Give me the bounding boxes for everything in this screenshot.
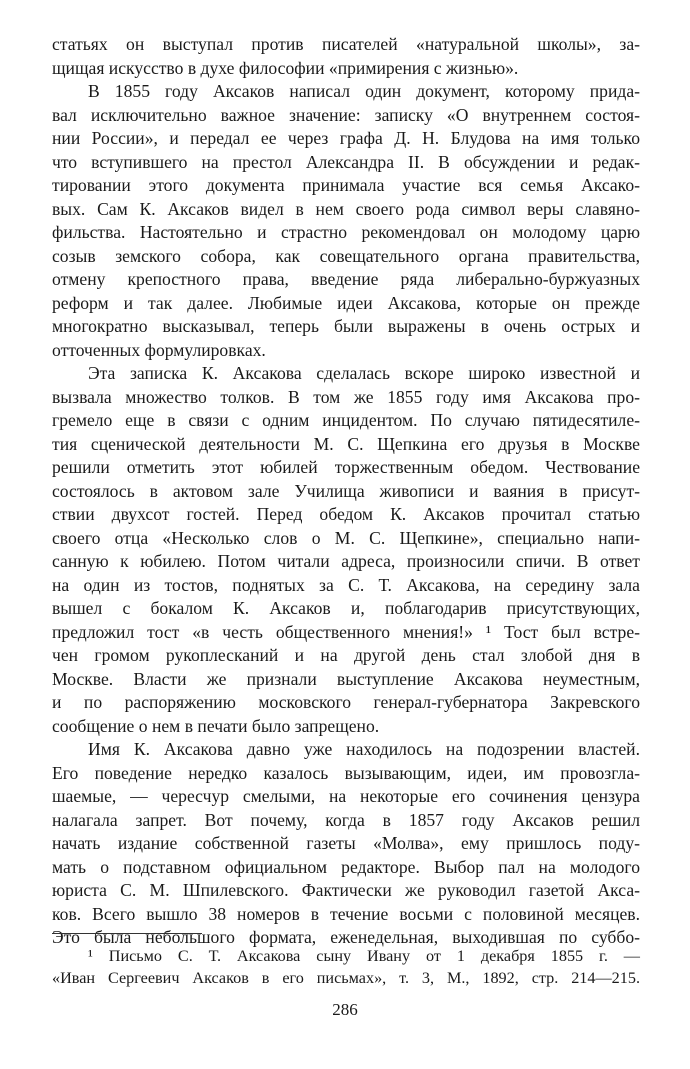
text-line: шаемые, — чересчур смелыми, на некоторые его сочинения цензура (52, 786, 640, 806)
text-line: Это была небольшого формата, еженедельная, выходившая по суббо- (52, 927, 640, 947)
text-line: что вступившего на престол Александра II. В обсуждении и редак- (52, 151, 640, 172)
text-line: ствии двухсот гостей. Перед обедом К. Аксаков прочитал статью (52, 504, 640, 524)
text-line: вышел с бокалом К. Аксаков и, поблагодарив присутствующих, (52, 598, 640, 618)
text-line: гремело еще в связи с одним инцидентом. По случаю пятидесятиле- (52, 410, 640, 430)
text-line: Его поведение нередко казалось вызывающим, идеи, им провозгла- (52, 762, 640, 783)
text-line: многократно высказывал, теперь были выражены в очень острых и (52, 316, 640, 336)
text-line: своего отца «Несколько слов о М. С. Щепкине», специально напи- (52, 527, 640, 548)
text-line: фильства. Настоятельно и страстно рекомендовал он молодому царю (52, 222, 640, 242)
text-line: чен громом рукоплесканий и на другой день стал злобой дня в (52, 645, 640, 665)
body-text (52, 33, 640, 950)
text-line: статьях он выступал против писателей «натуральной школы», за- (52, 34, 640, 54)
text-line: и по распоряжению московского генерал-губернатора Закревского (52, 692, 640, 712)
text-line: Москве. Власти же признали выступление Аксакова неуместным, (52, 668, 640, 689)
footnote-divider (52, 933, 202, 934)
text-line: на один из тостов, поднятых за С. Т. Аксакова, на середину зала (52, 574, 640, 595)
text-line: Эта записка К. Аксакова сделалась вскоре широко известной и (88, 363, 640, 383)
text-line: нии России», и передал ее через графа Д. Н. Блудова на имя только (52, 128, 640, 148)
text-line: налагала запрет. Вот почему, когда в 1857 году Аксаков решил (52, 809, 640, 830)
page-number: 286 (332, 1000, 358, 1019)
text-line: тировании этого документа принимала участие вся семья Аксако- (52, 175, 640, 195)
text-line: юриста С. М. Шпилевского. Фактически же руководил газетой Акса- (52, 880, 640, 900)
text-line: вал исключительно важное значение: записку «О внутреннем состоя- (52, 104, 640, 125)
text-line: В 1855 году Аксаков написал один документ, которому прида- (88, 81, 640, 101)
text-line: сообщение о нем в печати было запрещено. (52, 715, 380, 736)
text-line: тия сценической деятельности М. С. Щепкина его друзья в Москве (52, 433, 640, 454)
text-line: решили отметить этот юбилей торжественным обедом. Чествование (52, 457, 640, 477)
text-line: Имя К. Аксакова давно уже находилось на подозрении властей. (88, 739, 640, 759)
text-line: санную к юбилею. Потом читали адреса, произносили спичи. В ответ (52, 551, 640, 571)
text-line: мать о подставном официальном редакторе. Выбор пал на молодого (52, 856, 640, 877)
text-line: ков. Всего вышло 38 номеров в течение восьми с половиной месяцев. (52, 903, 640, 924)
text-line: реформ и так далее. Любимые идеи Аксакова, которые он прежде (52, 292, 640, 313)
text-line: щищая искусство в духе философии «примирения с жизнью». (52, 57, 519, 78)
text-line: созыв земского собора, как совещательного органа правительства, (52, 245, 640, 266)
footnote-line: ¹ Письмо С. Т. Аксакова сыну Ивану от 1 декабря 1855 г. — (88, 947, 640, 965)
footnote (52, 946, 640, 989)
text-line: отмену крепостного права, введение ряда либерально-буржуазных (52, 269, 640, 289)
text-line: начать издание собственной газеты «Молва», ему пришлось поду- (52, 833, 640, 853)
text-line: состоялось в актовом зале Училища живописи и ваяния в присут- (52, 480, 640, 501)
text-line: отточенных формулировках. (52, 339, 266, 360)
text-line: вых. Сам К. Аксаков видел в нем своего рода символ веры славяно- (52, 198, 640, 219)
text-line: вызвала множество толков. В том же 1855 году имя Аксакова про- (52, 386, 640, 407)
text-line: предложил тост «в честь общественного мнения!» ¹ Тост был встре- (52, 621, 640, 642)
footnote-line: «Иван Сергеевич Аксаков в его письмах», т. 3, М., 1892, стр. 214—215. (52, 968, 640, 987)
